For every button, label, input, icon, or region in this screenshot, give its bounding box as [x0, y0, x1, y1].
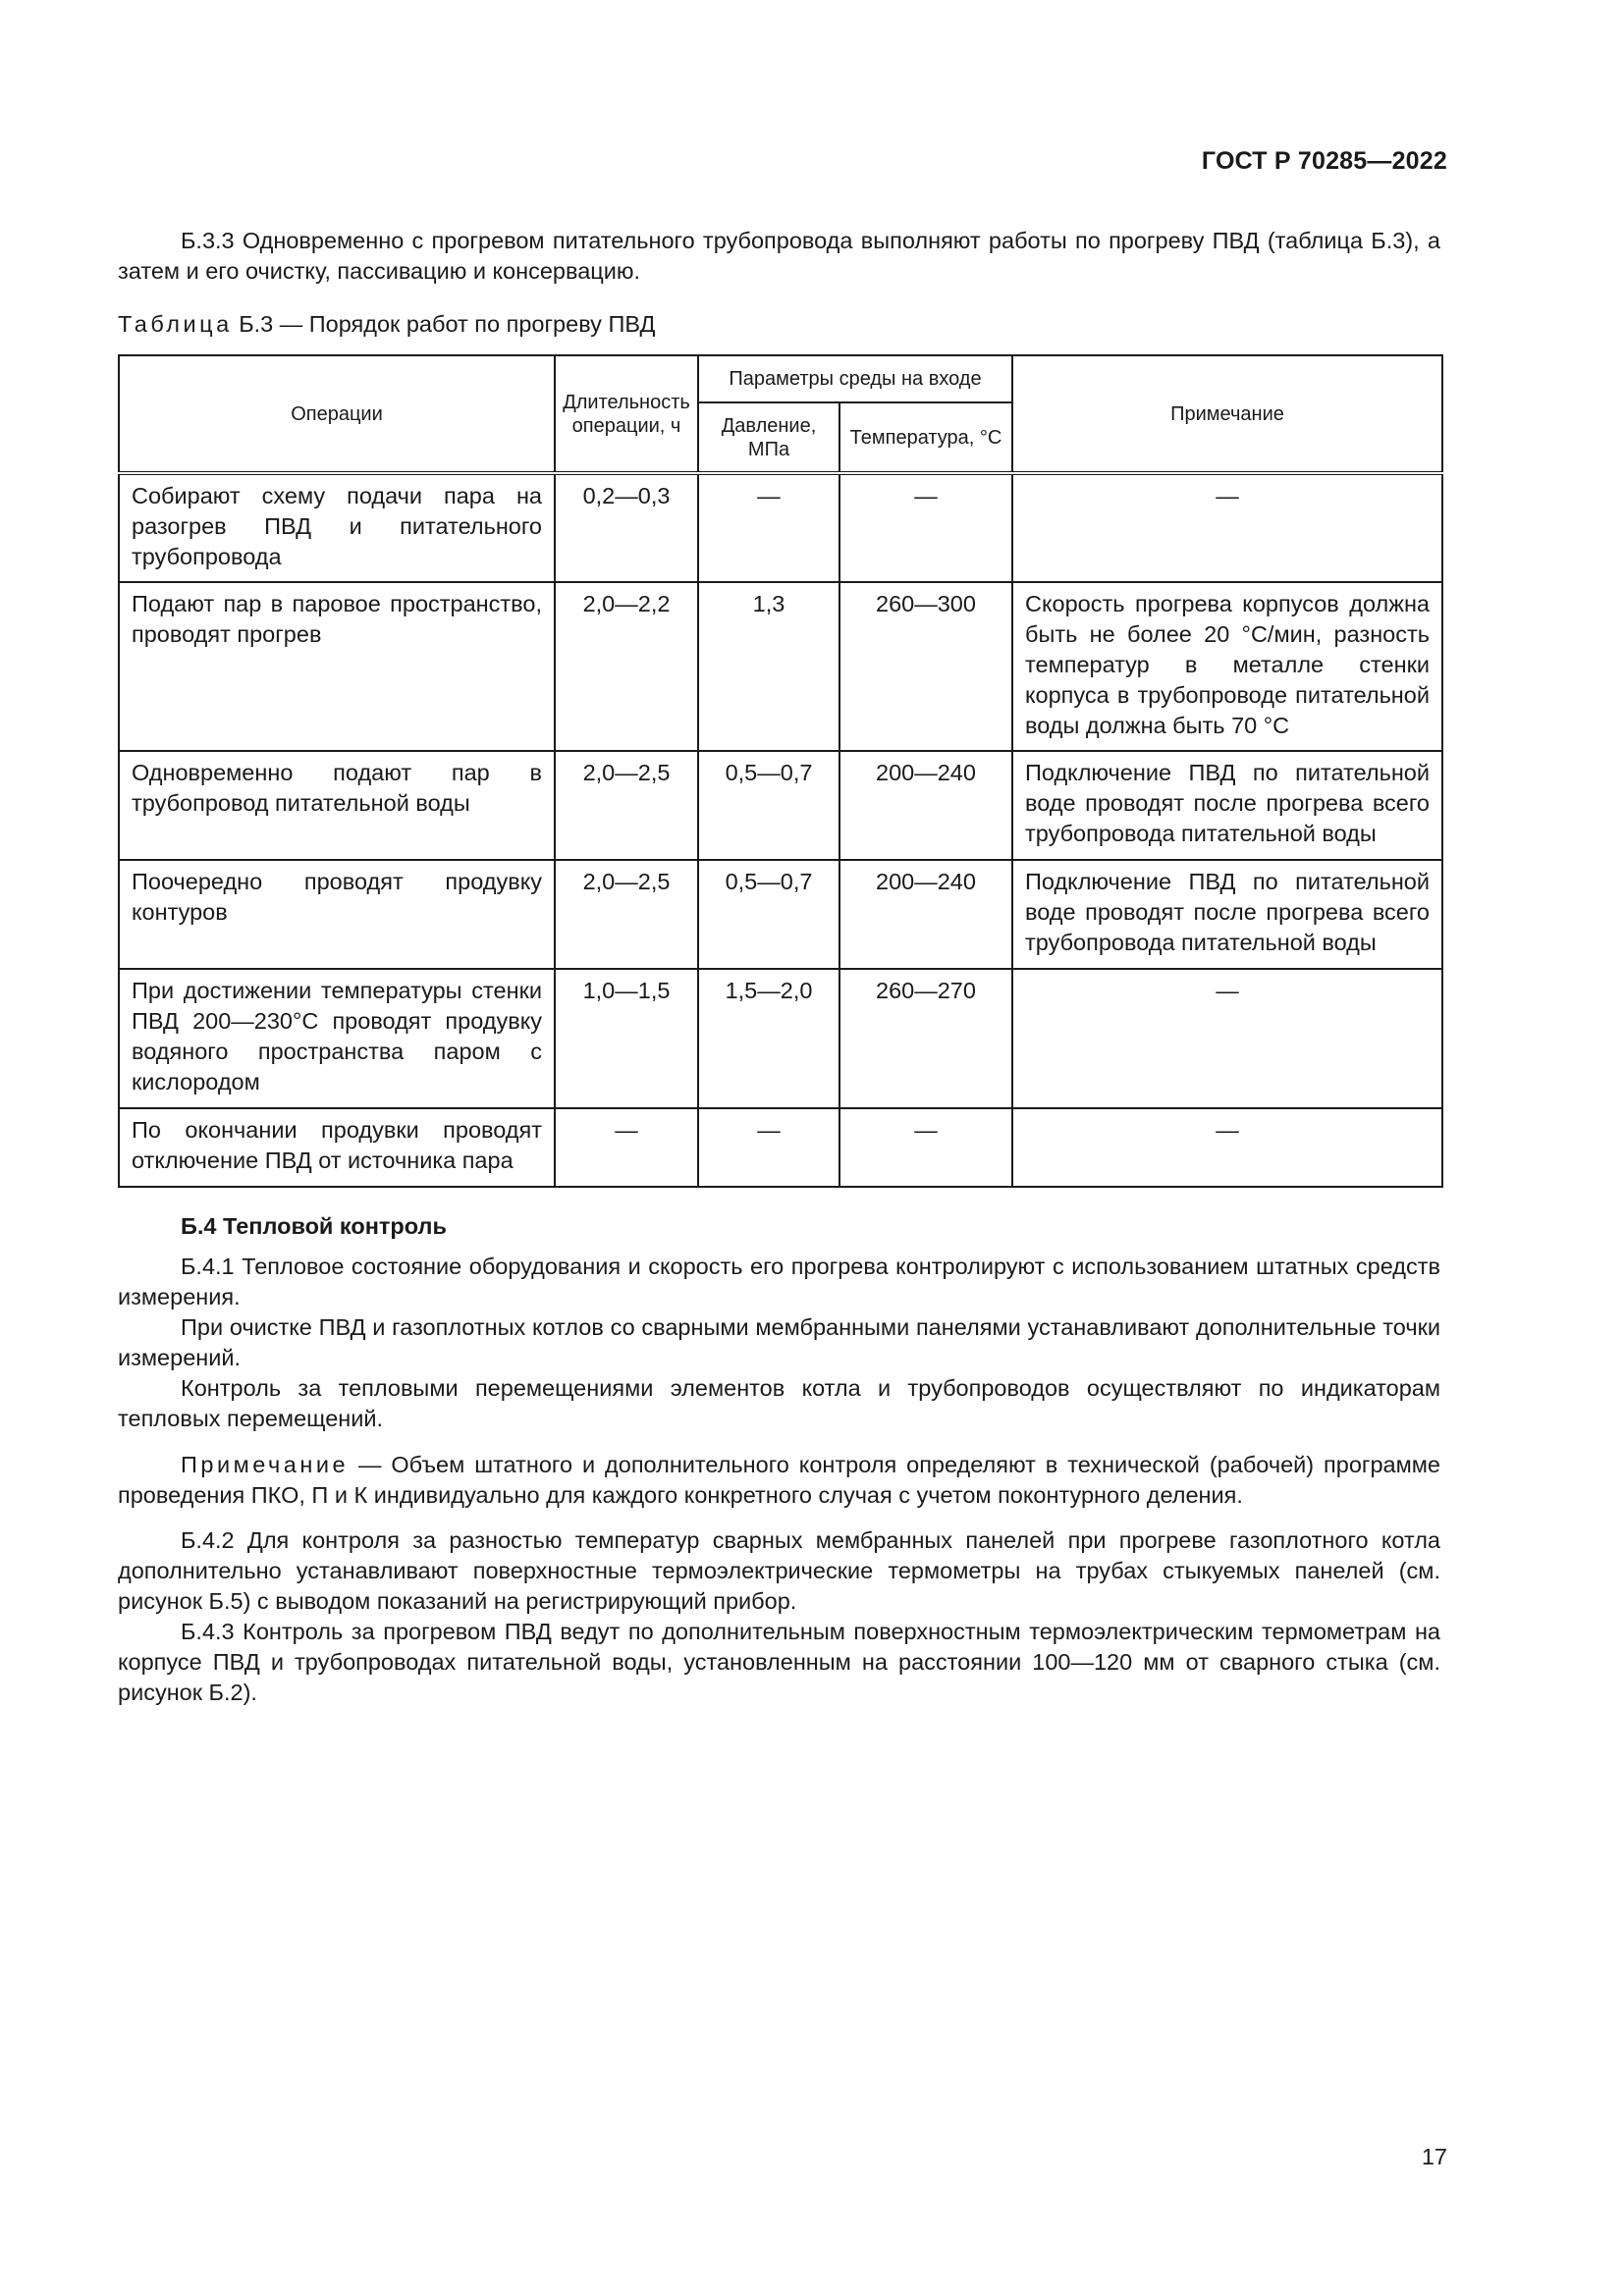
header-note: Примечание	[1012, 355, 1442, 473]
table-row	[119, 860, 1442, 969]
section-heading: Б.4 Тепловой контроль	[181, 1213, 447, 1239]
cell-note: Подключение ПВД по питательной воде проводят после прогрева всего трубопровода питательной воды	[1012, 751, 1442, 860]
paragraph-b42: Б.4.2 Для контроля за разностью температур сварных мембранных панелей при прогреве газоплотного котла дополнительно устанавливают поверхностные термоэлектрические термометры на трубах стыкуемых панелей (см. рисунок Б.5) с выводом показаний на регистрирующий прибор.	[118, 1527, 1440, 1614]
intro-paragraph: Б.3.3 Одновременно с прогревом питательного трубопровода выполняют работы по прогреву ПВД (таблица Б.3), а затем и его очистку, пассивацию и консервацию.	[118, 228, 1440, 284]
cell-pressure: 0,5—0,7	[698, 751, 839, 860]
cell-note: Подключение ПВД по питательной воде проводят после прогрева всего трубопровода питательной воды	[1012, 860, 1442, 969]
paragraph-b43: Б.4.3 Контроль за прогревом ПВД ведут по дополнительным поверхностным термоэлектрическим термометрам на корпусе ПВД и трубопроводах питательной воды, установленным на расстоянии 100—120 мм от сварного стыка (см. рисунок Б.2).	[118, 1619, 1440, 1705]
cell-operation: Собирают схему подачи пара на разогрев ПВД и питательного трубопровода	[119, 473, 555, 582]
cell-operation: Подают пар в паровое пространство, проводят прогрев	[119, 582, 555, 751]
header-duration: Длительность операции, ч	[555, 355, 698, 473]
document-code: ГОСТ Р 70285—2022	[1201, 147, 1447, 175]
cell-temperature: 200—240	[839, 751, 1012, 860]
table-row	[119, 969, 1442, 1108]
cell-duration: 2,0—2,5	[555, 860, 698, 969]
header-operations: Операции	[119, 355, 555, 473]
cell-operation: При достижении температуры стенки ПВД 200—230°С проводят продувку водяного пространства паром с кислородом	[119, 969, 555, 1108]
cell-temperature: —	[839, 473, 1012, 582]
table-caption-label: Таблица	[118, 311, 233, 337]
note-label: Примечание	[181, 1452, 350, 1477]
cell-duration: —	[555, 1108, 698, 1187]
cell-duration: 1,0—1,5	[555, 969, 698, 1108]
table-caption	[118, 309, 655, 340]
cell-duration: 2,0—2,2	[555, 582, 698, 751]
table-row	[119, 582, 1442, 751]
cell-note: —	[1012, 1108, 1442, 1187]
table-row	[119, 751, 1442, 860]
cell-operation: Одновременно подают пар в трубопровод питательной воды	[119, 751, 555, 860]
cell-note: Скорость прогрева корпусов должна быть не более 20 °С/мин, разность температур в металле стенки корпуса в трубопроводе питательной воды должна быть 70 °С	[1012, 582, 1442, 751]
paragraph-thermal-displacement: Контроль за тепловыми перемещениями элементов котла и трубопроводов осуществляют по индикаторам тепловых перемещений.	[118, 1375, 1440, 1431]
header-params-group: Параметры среды на входе	[698, 355, 1012, 402]
cell-pressure: —	[698, 1108, 839, 1187]
cell-temperature: 200—240	[839, 860, 1012, 969]
table-row	[119, 1108, 1442, 1187]
cell-pressure: 1,5—2,0	[698, 969, 839, 1108]
cell-pressure: —	[698, 473, 839, 582]
cell-operation: По окончании продувки проводят отключение ПВД от источника пара	[119, 1108, 555, 1187]
cell-pressure: 1,3	[698, 582, 839, 751]
paragraph-b41: Б.4.1 Тепловое состояние оборудования и скорость его прогрева контролируют с использованием штатных средств измерения.	[118, 1254, 1440, 1309]
cell-temperature: 260—270	[839, 969, 1012, 1108]
table-row	[119, 473, 1442, 582]
note-paragraph	[118, 1450, 1440, 1511]
header-temperature: Температура, °С	[839, 402, 1012, 473]
cell-duration: 0,2—0,3	[555, 473, 698, 582]
table-caption-text: Б.3 — Порядок работ по прогреву ПВД	[239, 311, 656, 337]
cell-duration: 2,0—2,5	[555, 751, 698, 860]
heating-procedure-table	[118, 354, 1443, 1188]
note-text: — Объем штатного и дополнительного контроля определяют в технической (рабочей) программе проведения ПКО, П и К индивидуально для каждого конкретного случая с учетом поконтурного деления.	[118, 1452, 1440, 1508]
page-number: 17	[1421, 2144, 1447, 2169]
header-pressure: Давление, МПа	[698, 402, 839, 473]
paragraph-measurement-points: При очистке ПВД и газоплотных котлов со сварными мембранными панелями устанавливают дополнительные точки измерений.	[118, 1314, 1440, 1370]
cell-temperature: 260—300	[839, 582, 1012, 751]
cell-note: —	[1012, 969, 1442, 1108]
cell-pressure: 0,5—0,7	[698, 860, 839, 969]
cell-operation: Поочередно проводят продувку контуров	[119, 860, 555, 969]
cell-note: —	[1012, 473, 1442, 582]
cell-temperature: —	[839, 1108, 1012, 1187]
